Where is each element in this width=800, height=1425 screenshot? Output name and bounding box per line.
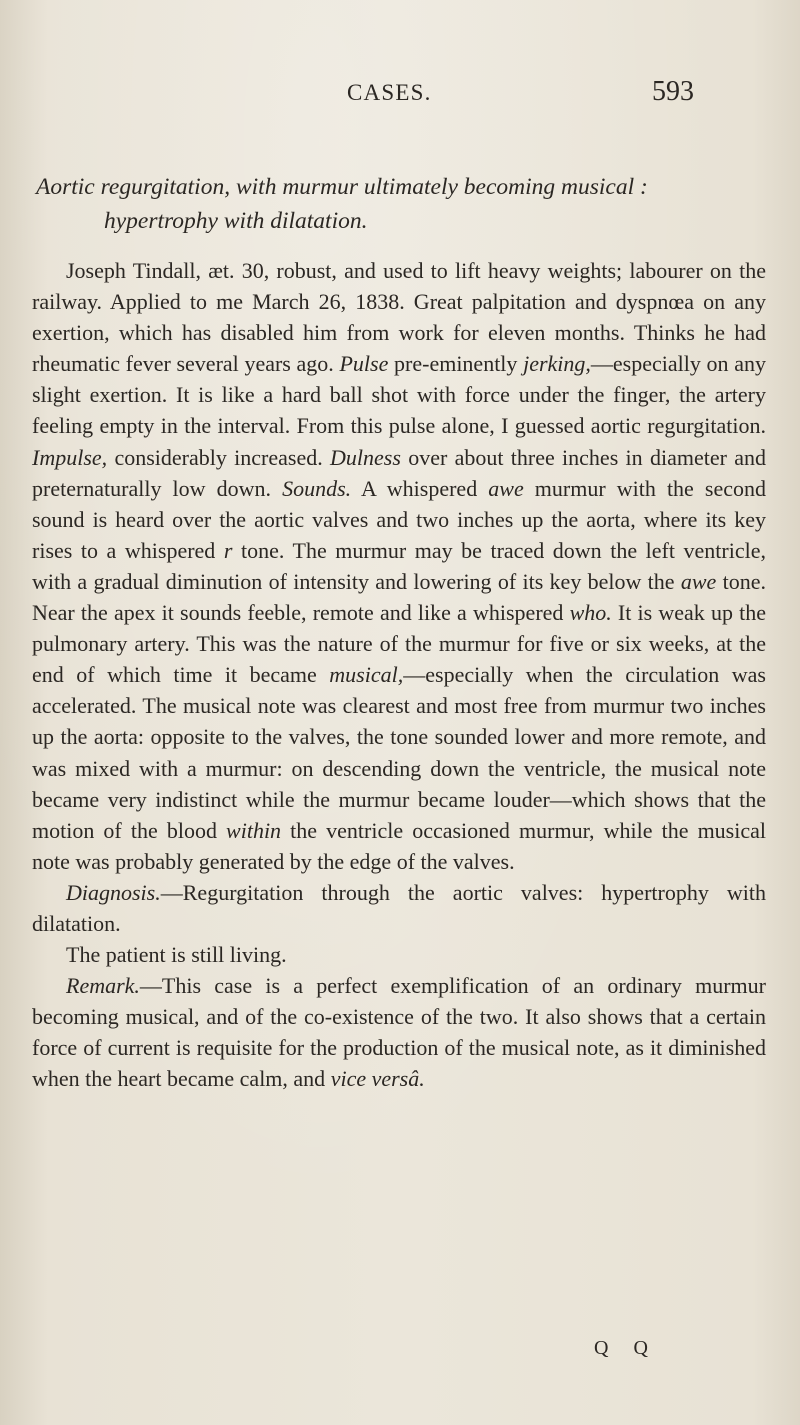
- italic-term: Dulness: [330, 444, 401, 470]
- remark-paragraph: [32, 970, 766, 1094]
- text-run: It is weak up the pulmonary artery. This was the nature of the murmur for five or six weeks, at the end of which time it became: [32, 600, 767, 688]
- italic-term: within: [226, 817, 282, 843]
- italic-term: vice versâ.: [330, 1066, 425, 1092]
- diagnosis-paragraph: [32, 877, 766, 939]
- running-head: [0, 76, 800, 112]
- text-run: Joseph Tindall, æt. 30, robust, and used to lift heavy weights; labourer on the railway. Applied to me March 26, 1838. Great palpitation and dyspnœa on any exertion, which has disabled him from work for eleven months. Thinks he had rheumatic fever several years ago.: [32, 258, 766, 377]
- text-run: —especially when the circulation was accelerated. The musical note was clearest and most free from murmur two inches up the aorta: opposite to the valves, the tone sounded lower and more remote, and was mixed with a murmur: on descending down the ventricle, the musical note became very indistinct while the murmur became louder—which shows that the motion of the blood: [32, 662, 766, 843]
- text-run: —This case is a perfect exemplification of an ordinary murmur becoming musical, and of the co-existence of the two. It also shows that a certain force of current is requisite for the production of the musical note, as it diminished when the heart became calm, and: [32, 973, 766, 1092]
- text-run: tone. Near the apex it sounds feeble, remote and like a whispered: [32, 568, 766, 626]
- text-run: considerably increased.: [107, 444, 331, 470]
- case-history-paragraph: [32, 255, 766, 877]
- text-run: tone. The murmur may be traced down the left ventricle, with a gradual diminution of intensity and lowering of its key below the: [32, 537, 766, 594]
- text-run: the ventricle occasioned murmur, while the musical note was probably generated by the edge of the valves.: [32, 817, 766, 874]
- italic-term: Diagnosis.: [66, 879, 161, 905]
- case-title-line-1: Aortic regurgitation, with murmur ultimately becoming musical :: [36, 174, 648, 200]
- text-run: —especially on any slight exertion. It is like a hard ball shot with force under the finger, the artery feeling empty in the interval. From this pulse alone, I guessed aortic regurgitation.: [32, 351, 766, 439]
- italic-term: musical,: [329, 662, 404, 688]
- outcome-paragraph: The patient is still living.: [66, 942, 287, 968]
- case-title-line-2: hypertrophy with dilatation.: [104, 208, 368, 234]
- italic-term: awe: [680, 568, 717, 594]
- italic-term: Remark.: [66, 973, 140, 999]
- case-body: [32, 255, 766, 1095]
- italic-term: Pulse: [339, 351, 389, 377]
- italic-term: Sounds.: [282, 475, 352, 501]
- signature-mark: Q Q: [594, 1337, 658, 1359]
- text-run: over about three inches in diameter and preternaturally low down.: [32, 444, 766, 501]
- text-run: A whispered: [351, 475, 489, 501]
- text-run: pre-eminently: [388, 351, 524, 377]
- italic-term: r: [223, 537, 233, 563]
- text-run: —Regurgitation through the aortic valves: hypertrophy with dilatation.: [32, 879, 766, 936]
- italic-term: awe: [488, 475, 524, 501]
- italic-term: Impulse,: [32, 444, 108, 470]
- italic-term: who.: [569, 600, 612, 626]
- text-run: murmur with the second sound is heard over the aortic valves and two inches up the aorta, where its key rises to a whispered: [32, 475, 766, 563]
- italic-term: jerking,: [523, 351, 591, 377]
- running-title: CASES.: [347, 80, 432, 105]
- page-number: 593: [652, 76, 694, 107]
